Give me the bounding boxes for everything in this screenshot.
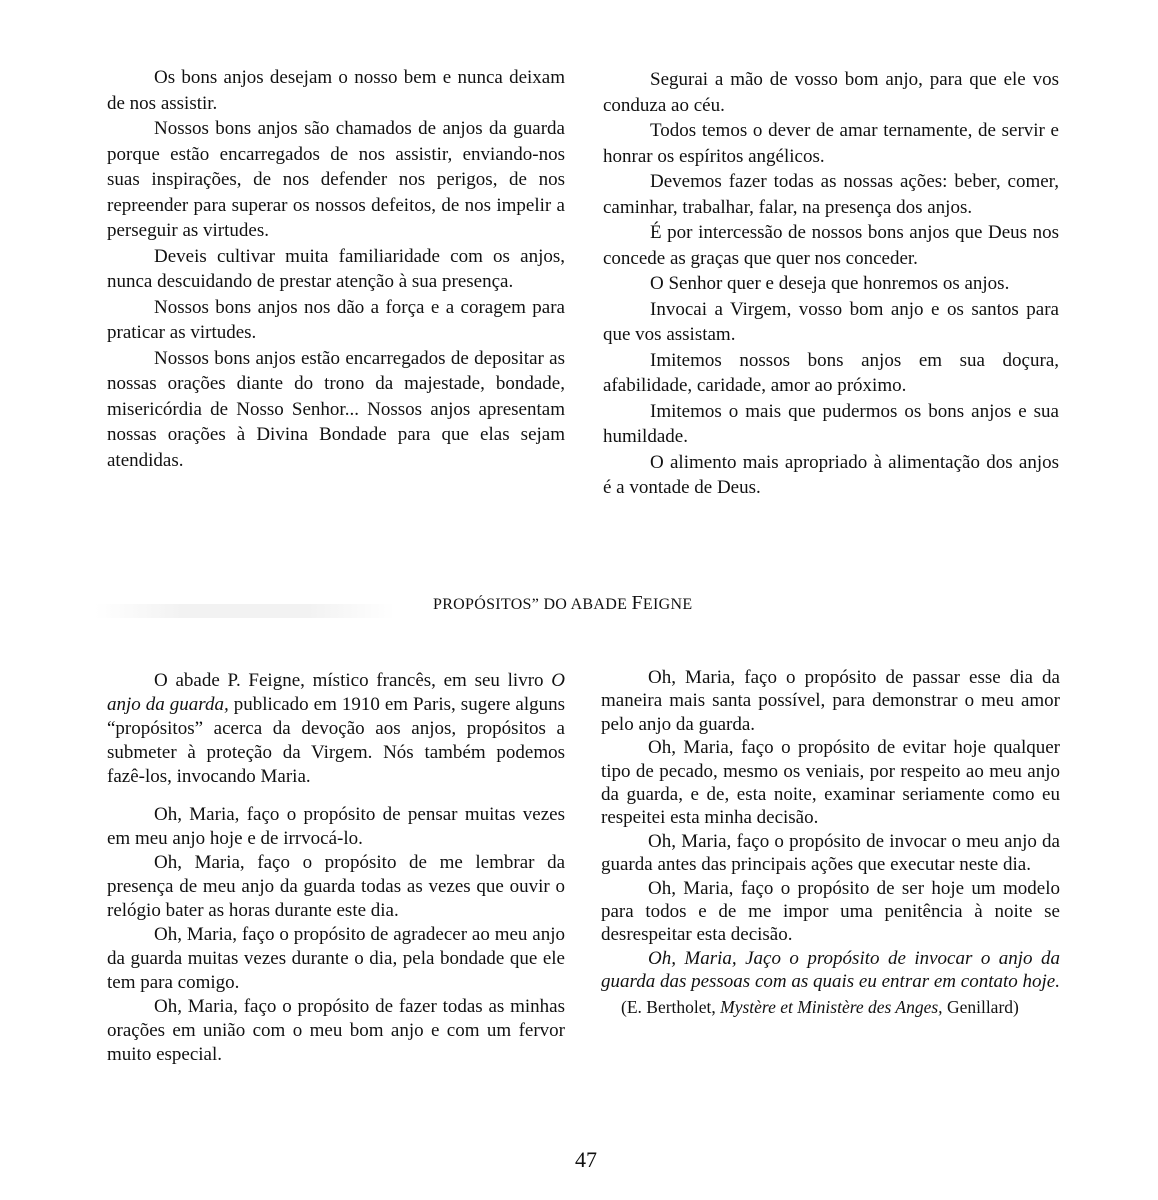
italic-paragraph: Oh, Maria, Jaço o propósito de invocar o anjo da guarda das pessoas com as quais eu entrar em contato hoje. (601, 947, 1060, 993)
paragraph: Os bons anjos desejam o nosso bem e nunca deixam de nos assistir. (107, 67, 565, 114)
intro-text: O abade P. Feigne, místico francês, em seu livro (154, 670, 552, 691)
citation-author: (E. Bertholet, (621, 996, 721, 1017)
paragraph: Invocai a Virgem, vosso bom anjo e os santos para que vos assistam. (603, 298, 1059, 345)
paragraph: O Senhor quer e deseja que honremos os anjos. (650, 273, 1010, 294)
book-title: O anjo da guarda, (107, 670, 565, 715)
citation-work: Mystère et Ministère des Anges, (720, 996, 943, 1017)
page-number: 47 (575, 1147, 597, 1172)
paragraph: Oh, Maria, faço o propósito de ser hoje um modelo para todos e de me impor uma penitência à noite se desrespeitar esta decisão. (601, 877, 1060, 946)
intro-paragraph (107, 669, 565, 789)
right-column-bottom (601, 666, 1060, 1019)
paragraph: Segurai a mão de vosso bom anjo, para que ele vos conduza ao céu. (603, 69, 1059, 116)
paragraph: Oh, Maria, faço o propósito de passar esse dia da maneira mais santa possível, para demonstrar o meu amor pelo anjo da guarda. (601, 667, 1060, 735)
paragraph: Oh, Maria, faço o propósito de evitar hoje qualquer tipo de pecado, mesmo os veniais, por respeito ao meu anjo da guarda, e de, esta noite, examinar seriamente como eu respeitei esta minha decisão. (601, 737, 1060, 829)
citation (601, 996, 1060, 1019)
paragraph: Devemos fazer todas as nossas ações: beber, comer, caminhar, trabalhar, falar, na presença dos anjos. (603, 171, 1059, 218)
left-column-bottom (107, 669, 565, 1067)
right-column-top (603, 67, 1059, 501)
paragraph: Imitemos nossos bons anjos em sua doçura, afabilidade, caridade, amor ao próximo. (603, 349, 1059, 396)
paragraph: Oh, Maria, faço o propósito de pensar muitas vezes em meu anjo hoje e de irrvocá-lo. (107, 804, 565, 849)
left-column-top (107, 65, 565, 473)
paragraph: Oh, Maria, faço o propósito de invocar o meu anjo da guarda antes das principais ações que executar neste dia. (601, 830, 1060, 876)
paragraph: Oh, Maria, faço o propósito de agradecer ao meu anjo da guarda muitas vezes durante o dia, pela bondade que ele tem para comigo. (107, 924, 565, 993)
intro-text: publicado em 1910 em Paris, sugere alguns “propósitos” acerca da devoção aos anjos, propósitos a submeter à proteção da Virgem. Nós também podemos fazê-los, invocando Maria. (107, 694, 565, 787)
paragraph: É por intercessão de nossos bons anjos que Deus nos concede as graças que quer nos conceder. (603, 222, 1059, 269)
paragraph: Nossos bons anjos estão encarregados de depositar as nossas orações diante do trono da majestade, bondade, misericórdia de Nosso Senhor... Nossos anjos apresentam nossas orações à Divina Bondade para que elas sejam atendidas. (107, 347, 565, 471)
paragraph: Todos temos o dever de amar ternamente, de servir e honrar os espíritos angélicos. (603, 120, 1059, 167)
paragraph: Oh, Maria, faço o propósito de fazer todas as minhas orações em união com o meu bom anjo e com um fervor muito especial. (107, 996, 565, 1065)
heading-initial: F (631, 592, 643, 614)
paragraph: Deveis cultivar muita familiaridade com os anjos, nunca descuidando de prestar atenção à sua presença. (107, 245, 565, 292)
citation-publisher: Genillard) (942, 996, 1019, 1017)
paragraph: Oh, Maria, faço o propósito de me lembrar da presença de meu anjo da guarda todas as vezes que ouvir o relógio bater as horas durante este dia. (107, 852, 565, 921)
paragraph: Nossos bons anjos são chamados de anjos da guarda porque estão encarregados de nos assistir, enviando-nos suas inspirações, de nos defender nos perigos, de nos repreender para superar os nossos defeitos, de nos impelir a perseguir as virtudes. (107, 118, 565, 241)
heading-part: EIGNE (642, 596, 693, 613)
faded-heading-fragment (95, 604, 395, 618)
paragraph: Imitemos o mais que pudermos os bons anjos e sua humildade. (603, 400, 1059, 447)
heading-part: PROPÓSITOS” DO ABADE (433, 596, 632, 613)
paragraph: O alimento mais apropriado à alimentação dos anjos é a vontade de Deus. (603, 451, 1059, 498)
section-heading (433, 592, 692, 615)
paragraph: Nossos bons anjos nos dão a força e a coragem para praticar as virtudes. (107, 296, 565, 343)
